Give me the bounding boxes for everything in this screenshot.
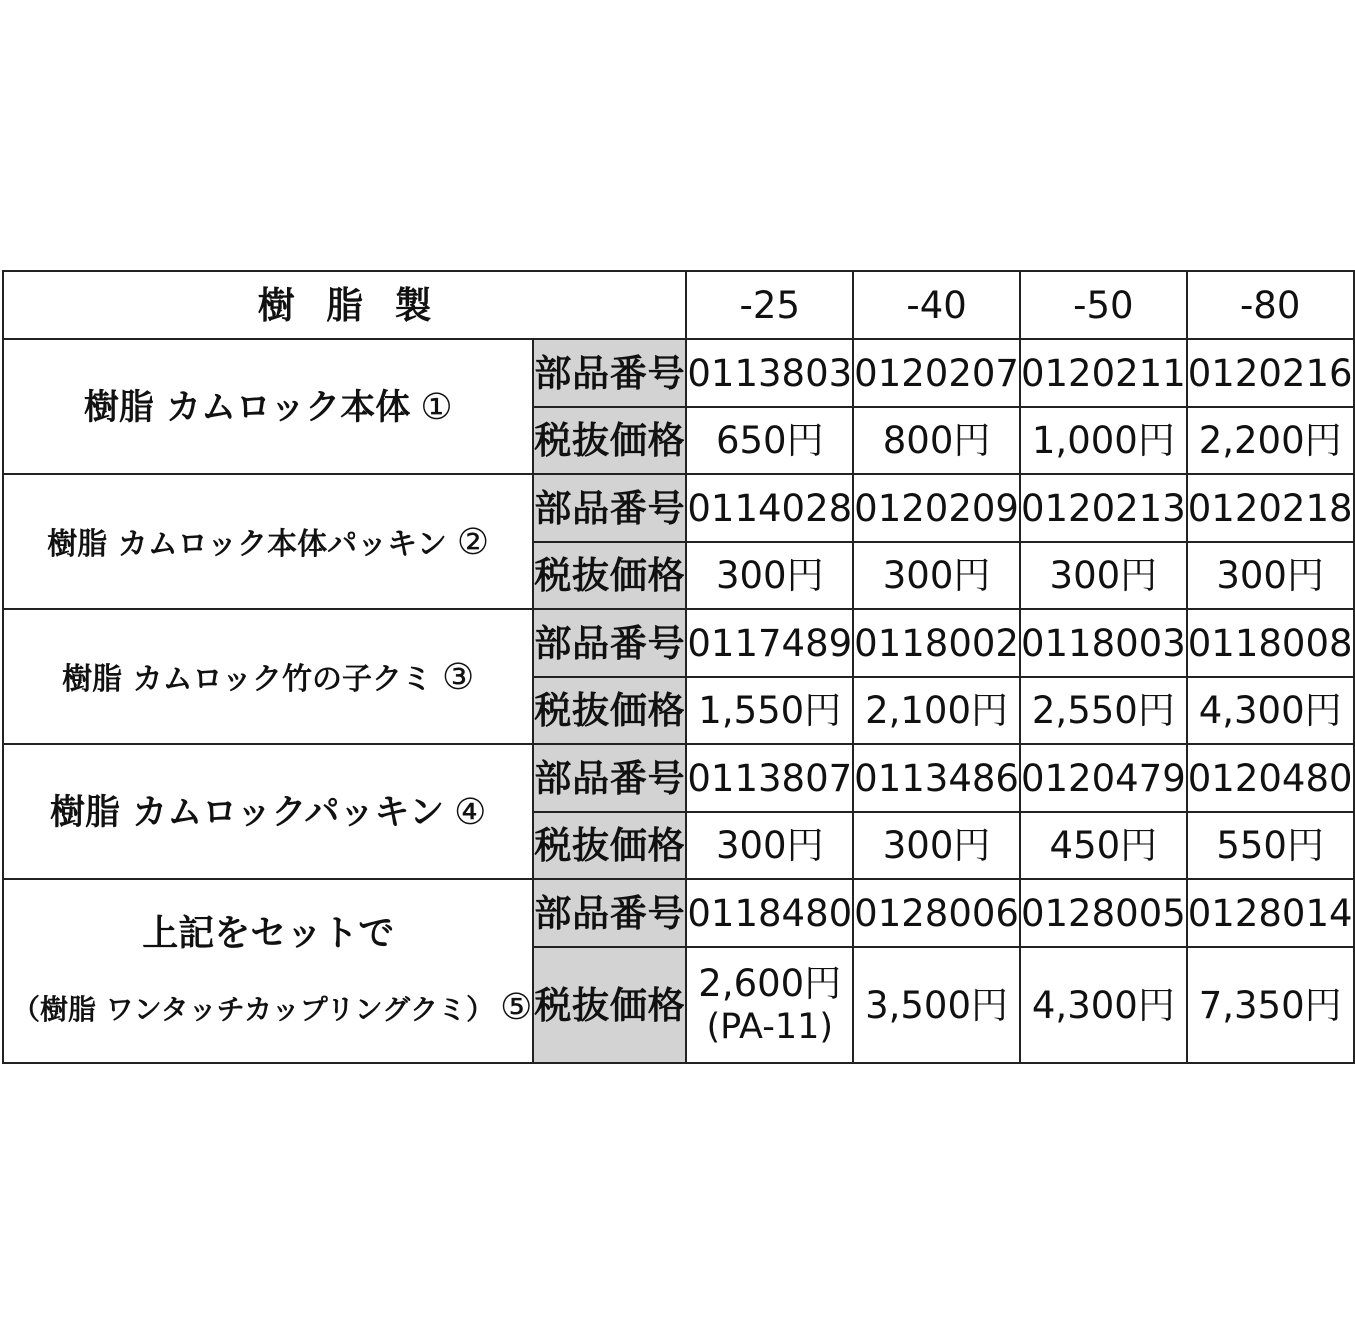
part-number-cell: 0118008 (1187, 609, 1354, 677)
part-number-label: 部品番号 (533, 339, 686, 407)
price-label: 税抜価格 (533, 812, 686, 879)
part-number-cell: 0117489 (686, 609, 853, 677)
part-number-cell: 0113486 (853, 744, 1020, 812)
price-cell: 3,500円 (853, 947, 1020, 1063)
part-number-label: 部品番号 (533, 609, 686, 677)
price-cell: 550円 (1187, 812, 1354, 879)
variant-header-80: -80 (1187, 271, 1354, 339)
price-label: 税抜価格 (533, 677, 686, 744)
table-row (3, 339, 1354, 407)
part-number-cell: 0128005 (1020, 879, 1187, 947)
item-name-cell (3, 339, 533, 474)
price-cell: 300円 (1187, 542, 1354, 609)
item-name: 上記をセットで (142, 913, 395, 954)
item-name: 樹脂 カムロックパッキン (50, 792, 445, 833)
item-subname: （樹脂 ワンタッチカップリングクミ） (12, 993, 495, 1026)
price-note: (PA-11) (706, 1007, 834, 1047)
item-number: ① (420, 386, 453, 428)
price-cell: 4,300円 (1020, 947, 1187, 1063)
item-name: 樹脂 カムロック本体 (83, 387, 411, 428)
price-label: 税抜価格 (533, 947, 686, 1063)
table-title: 樹 脂 製 (3, 271, 686, 339)
price-cell: 7,350円 (1187, 947, 1354, 1063)
part-number-cell: 0113807 (686, 744, 853, 812)
price-cell: 1,000円 (1020, 407, 1187, 474)
item-name-cell (3, 879, 533, 1063)
price-cell: 300円 (686, 812, 853, 879)
part-number-cell: 0118002 (853, 609, 1020, 677)
part-number-cell: 0120211 (1020, 339, 1187, 407)
item-name: 樹脂 カムロック本体パッキン (47, 526, 447, 562)
header-row (3, 271, 1354, 339)
part-number-cell: 0114028 (686, 474, 853, 542)
part-number-cell: 0120479 (1020, 744, 1187, 812)
price-cell: 1,550円 (686, 677, 853, 744)
item-name-cell (3, 744, 533, 879)
part-number-cell: 0118003 (1020, 609, 1187, 677)
part-number-label: 部品番号 (533, 744, 686, 812)
item-number: ③ (441, 656, 475, 698)
price-cell: 2,550円 (1020, 677, 1187, 744)
part-number-cell: 0120480 (1187, 744, 1354, 812)
variant-header-50: -50 (1020, 271, 1187, 339)
part-number-label: 部品番号 (533, 474, 686, 542)
item-subname-wrap (4, 987, 533, 1028)
table-row (3, 474, 1354, 542)
variant-header-40: -40 (853, 271, 1020, 339)
price-cell: 800円 (853, 407, 1020, 474)
table-row (3, 609, 1354, 677)
item-number: ⑤ (500, 987, 533, 1028)
price-cell: 4,300円 (1187, 677, 1354, 744)
price-cell: 300円 (1020, 542, 1187, 609)
price-cell: 2,200円 (1187, 407, 1354, 474)
price-value: 2,600円 (698, 962, 842, 1005)
price-cell: 450円 (1020, 812, 1187, 879)
part-number-cell: 0128006 (853, 879, 1020, 947)
price-label: 税抜価格 (533, 407, 686, 474)
table-row (3, 744, 1354, 812)
part-number-cell: 0120207 (853, 339, 1020, 407)
price-cell: 300円 (686, 542, 853, 609)
price-cell (686, 947, 853, 1063)
price-cell: 650円 (686, 407, 853, 474)
part-number-cell: 0113803 (686, 339, 853, 407)
part-number-cell: 0128014 (1187, 879, 1354, 947)
item-name-cell (3, 609, 533, 744)
item-name-cell (3, 474, 533, 609)
part-number-cell: 0120218 (1187, 474, 1354, 542)
variant-header-25: -25 (686, 271, 853, 339)
part-number-cell: 0120213 (1020, 474, 1187, 542)
price-cell: 300円 (853, 812, 1020, 879)
table-row (3, 879, 1354, 947)
item-number: ④ (454, 791, 487, 833)
price-table (2, 270, 1355, 1064)
part-number-label: 部品番号 (533, 879, 686, 947)
price-cell: 2,100円 (853, 677, 1020, 744)
part-number-cell: 0120209 (853, 474, 1020, 542)
price-cell: 300円 (853, 542, 1020, 609)
item-name: 樹脂 カムロック竹の子クミ (62, 661, 432, 697)
part-number-cell: 0118480 (686, 879, 853, 947)
part-number-cell: 0120216 (1187, 339, 1354, 407)
price-label: 税抜価格 (533, 542, 686, 609)
item-number: ② (456, 521, 490, 563)
